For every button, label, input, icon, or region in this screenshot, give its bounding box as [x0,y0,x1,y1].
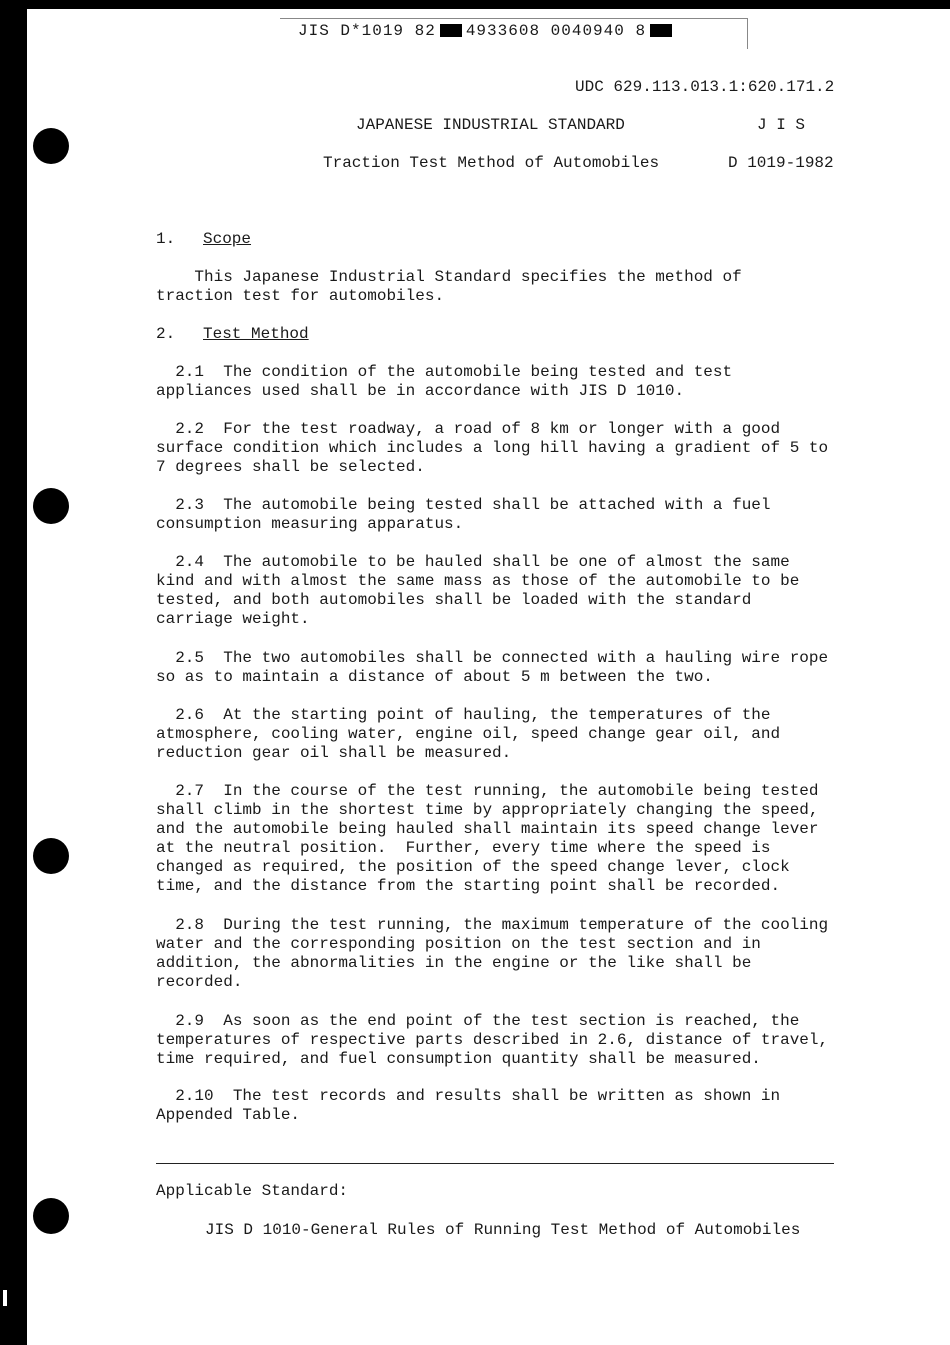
text-line: consumption measuring apparatus. [156,515,464,533]
text-line: atmosphere, cooling water, engine oil, speed change gear oil, and [156,725,781,743]
clause-paragraph [156,782,819,896]
applicable-label: Applicable Standard: [156,1182,349,1200]
text-line: addition, the abnormalities in the engine or the like shall be [156,954,752,972]
jis-mark: J I S [757,116,806,134]
text-line: and the automobile being hauled shall maintain its speed change lever [156,820,819,838]
stamp-block [650,24,672,37]
clause-paragraph [156,553,799,629]
scope-paragraph [156,268,742,306]
text-line: tested, and both automobiles shall be loaded with the standard [156,591,752,609]
stamp-number: 4933608 0040940 8 [465,22,647,40]
punch-hole [33,838,69,874]
organization: JAPANESE INDUSTRIAL STANDARD [356,116,625,134]
clause-paragraph [156,1012,828,1069]
punch-hole [33,1198,69,1234]
text-line: kind and with almost the same mass as those of the automobile to be [156,572,800,590]
clause-paragraph [156,496,771,534]
text-line: 2.3 The automobile being tested shall be attached with a fuel [156,496,771,514]
punch-hole [33,488,69,524]
text-line: carriage weight. [156,610,310,628]
udc-number: UDC 629.113.013.1:620.171.2 [575,78,835,96]
text-line: 2.6 At the starting point of hauling, the temperatures of the [156,706,771,724]
stamp-code: JIS D*1019 82 [298,22,436,40]
text-line: 2.2 For the test roadway, a road of 8 km or longer with a good [156,420,781,438]
applicable-item: JIS D 1010-General Rules of Running Test Method of Automobiles [205,1221,801,1239]
section-heading: Test Method [203,325,309,343]
text-line: temperatures of respective parts described in 2.6, distance of travel, [156,1031,829,1049]
text-line: time, and the distance from the starting point shall be recorded. [156,877,781,895]
section-number: 1. [156,230,176,248]
stamp-block [440,24,462,37]
clause-paragraph [156,649,828,687]
clause-paragraph [156,706,780,763]
text-line: reduction gear oil shall be measured. [156,744,512,762]
page-title: Traction Test Method of Automobiles [323,154,660,172]
section-heading: Scope [203,230,252,248]
text-line: recorded. [156,973,243,991]
clause-paragraph [156,420,828,477]
text-line: changed as required, the position of the speed change lever, clock [156,858,790,876]
text-line: 2.1 The condition of the automobile being tested and test [156,363,733,381]
standard-number: D 1019-1982 [728,154,834,172]
clause-paragraph [156,1087,780,1125]
text-line: 7 degrees shall be selected. [156,458,425,476]
scan-mark [3,1290,7,1306]
text-line: traction test for automobiles. [156,287,445,305]
text-line: 2.5 The two automobiles shall be connected with a hauling wire rope [156,649,829,667]
punch-hole [33,128,69,164]
text-line: 2.7 In the course of the test running, the automobile being tested [156,782,819,800]
scan-border-left [0,0,27,1345]
text-line: so as to maintain a distance of about 5 m between the two. [156,668,713,686]
text-line: 2.9 As soon as the end point of the test section is reached, the [156,1012,800,1030]
clause-paragraph [156,363,732,401]
text-line: surface condition which includes a long hill having a gradient of 5 to [156,439,829,457]
section-number: 2. [156,325,176,343]
clause-paragraph [156,916,828,992]
text-line: 2.10 The test records and results shall be written as shown in [156,1087,781,1105]
text-line: water and the corresponding position on the test section and in [156,935,761,953]
text-line: appliances used shall be in accordance with JIS D 1010. [156,382,685,400]
scan-border-top [0,0,950,9]
text-line: 2.4 The automobile to be hauled shall be one of almost the same [156,553,790,571]
text-line: time required, and fuel consumption quantity shall be measured. [156,1050,761,1068]
text-line: Appended Table. [156,1106,301,1124]
document-stamp [298,22,676,40]
divider [156,1163,834,1164]
text-line: shall climb in the shortest time by appropriately changing the speed, [156,801,819,819]
text-line: 2.8 During the test running, the maximum temperature of the cooling [156,916,829,934]
text-line: This Japanese Industrial Standard specifies the method of [156,268,742,286]
text-line: at the neutral position. Further, every time where the speed is [156,839,771,857]
